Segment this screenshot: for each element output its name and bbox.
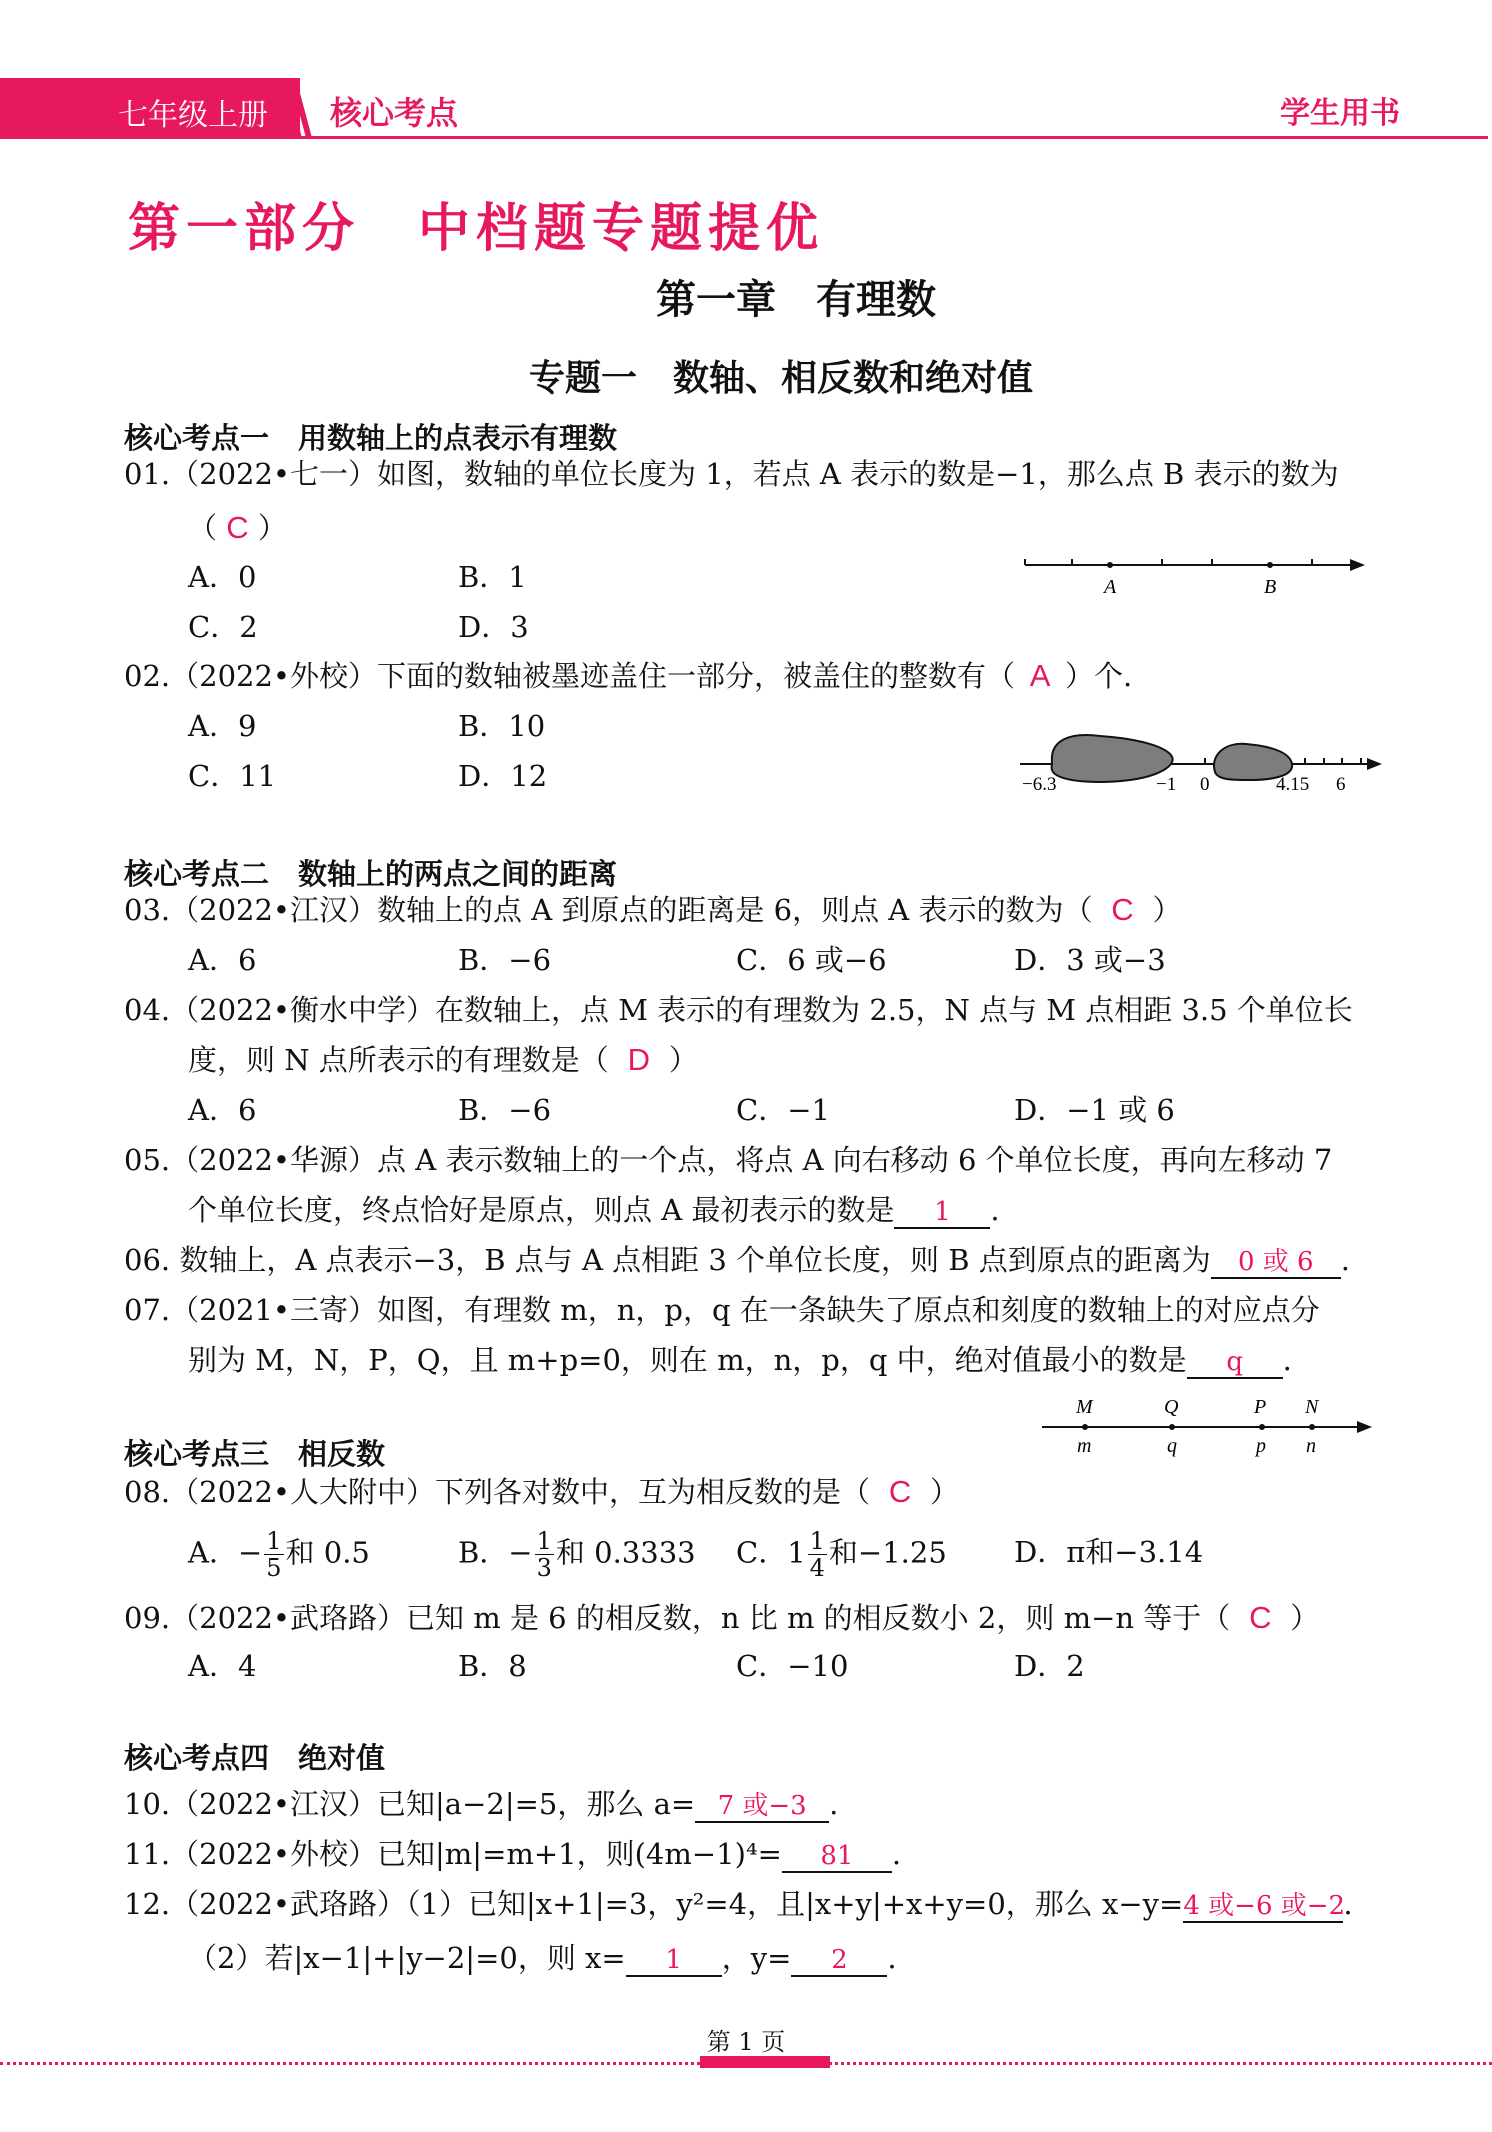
q08-option-d: D．π和−3.14	[1014, 1535, 1204, 1569]
q07-fig-top-q: Q	[1164, 1396, 1179, 1418]
chapter-title: 第一章 有理数	[656, 277, 936, 323]
q09-option-b: B．8	[458, 1649, 527, 1683]
q03-option-d: D．3 或−3	[1014, 943, 1166, 977]
q07-fig-bottom-n: n	[1306, 1435, 1316, 1457]
section-heading-1: 核心考点一 用数轴上的点表示有理数	[124, 421, 618, 455]
q02-inked-number-line-figure	[1010, 720, 1390, 805]
q04-text-1: 04.（2022•衡水中学）在数轴上，点 M 表示的有理数为 2.5，N 点与 M 点相距 3.5 个单位长	[124, 993, 1353, 1027]
q07-fig-bottom-p: p	[1256, 1435, 1266, 1457]
q02-fig-label-4: 4.15	[1276, 774, 1310, 795]
part-title: 第一部分 中档题专题提优	[128, 199, 825, 259]
q02-fig-label-5: 6	[1336, 774, 1346, 795]
header-grade: 七年级上册	[118, 98, 268, 133]
section-heading-2: 核心考点二 数轴上的两点之间的距离	[124, 857, 618, 891]
q02-option-b: B．10	[458, 709, 546, 743]
q04-answer: D	[627, 1042, 650, 1077]
section-heading-4: 核心考点四 绝对值	[124, 1741, 386, 1775]
q07-fig-top-n: N	[1305, 1396, 1319, 1418]
q07-fig-bottom-q: q	[1167, 1435, 1177, 1457]
q07-fig-bottom-m: m	[1077, 1435, 1092, 1457]
q08-option-a: A．− $\frac{1}{5}$ 和 0.5	[188, 1527, 370, 1582]
q11-answer-blank: 81	[782, 1841, 892, 1873]
q02-fig-label-1: −6.3	[1022, 774, 1057, 795]
q09-text: 09.（2022•武珞路）已知 m 是 6 的相反数，n 比 m 的相反数小 2，则 m−n 等于（ C ）	[124, 1598, 1319, 1638]
q01-option-c: C．2	[188, 610, 258, 644]
q06-answer-blank: 0 或 6	[1211, 1247, 1341, 1279]
q08-option-c: C．1 $\frac{1}{4}$ 和−1.25	[736, 1527, 947, 1582]
q07-number-line-figure	[1030, 1390, 1380, 1460]
q09-option-a: A．4	[188, 1649, 257, 1683]
q08-text: 08.（2022•人大附中）下列各对数中，互为相反数的是（ C ）	[124, 1472, 959, 1512]
q12-answer-x-blank: 1	[626, 1945, 722, 1977]
q04-text-2: 度，则 N 点所表示的有理数是（ D ）	[188, 1040, 698, 1080]
q08-option-b: B．− $\frac{1}{3}$ 和 0.3333	[458, 1527, 696, 1582]
q07-text-1: 07.（2021•三寄）如图，有理数 m，n，p，q 在一条缺失了原点和刻度的数轴上的对应点分	[124, 1293, 1320, 1327]
q01-option-a: A．0	[188, 560, 257, 594]
q04-option-c: C．−1	[736, 1093, 830, 1127]
q02-option-a: A．9	[188, 709, 257, 743]
q01-fig-label-b: B	[1264, 576, 1277, 598]
header-stripes	[280, 78, 320, 138]
q04-option-b: B．−6	[458, 1093, 552, 1127]
header-rule	[0, 136, 1488, 139]
q07-fig-top-m: M	[1076, 1396, 1093, 1418]
q02-fig-label-3: 0	[1200, 774, 1210, 795]
header-right: 学生用书	[1280, 96, 1400, 131]
q08-answer: C	[888, 1474, 912, 1509]
q01-text: 01.（2022•七一）如图，数轴的单位长度为 1，若点 A 表示的数是−1，那么点 B 表示的数为	[124, 457, 1339, 491]
q12-answer-y-blank: 2	[791, 1945, 887, 1977]
q03-option-c: C．6 或−6	[736, 943, 887, 977]
q10-text: 10.（2022•江汉）已知|a−2|=5，那么 a= 7 或−3 .	[124, 1787, 839, 1821]
q01-option-d: D．3	[458, 610, 529, 644]
q07-answer-blank: q	[1187, 1347, 1283, 1379]
q09-answer: C	[1249, 1600, 1272, 1635]
topic-title: 专题一 数轴、相反数和绝对值	[528, 357, 1033, 399]
q03-option-a: A．6	[188, 943, 257, 977]
q07-fig-top-p: P	[1254, 1396, 1267, 1418]
q02-fig-label-2: −1	[1156, 774, 1177, 795]
q03-answer: C	[1111, 892, 1134, 927]
section-heading-3: 核心考点三 相反数	[124, 1437, 386, 1471]
q11-text: 11.（2022•外校）已知|m|=m+1，则(4m−1)⁴= 81 .	[124, 1837, 902, 1871]
q01-option-b: B．1	[458, 560, 527, 594]
q04-option-d: D．−1 或 6	[1014, 1093, 1175, 1127]
footer-accent-bar	[700, 2056, 830, 2068]
q05-answer-blank: 1	[894, 1197, 990, 1229]
q03-text: 03.（2022•江汉）数轴上的点 A 到原点的距离是 6，则点 A 表示的数为（ C ）	[124, 890, 1181, 930]
q04-option-a: A．6	[188, 1093, 257, 1127]
q10-answer-blank: 7 或−3	[695, 1791, 829, 1823]
q12-text-1: 12.（2022•武珞路）（1）已知|x+1|=3，y²=4，且|x+y|+x+y=0，那么 x−y=4 或−6 或−2.	[124, 1887, 1353, 1921]
q01-answer: C	[226, 510, 249, 545]
q09-option-d: D．2	[1014, 1649, 1085, 1683]
q02-option-c: C．11	[188, 759, 277, 793]
q02-text: 02.（2022•外校）下面的数轴被墨迹盖住一部分，被盖住的整数有（ A ）个.	[124, 656, 1132, 696]
q05-text-1: 05.（2022•华源）点 A 表示数轴上的一个点，将点 A 向右移动 6 个单位长度，再向左移动 7	[124, 1143, 1333, 1177]
q07-text-2: 别为 M，N，P，Q，且 m+p=0，则在 m，n，p，q 中，绝对值最小的数是 q .	[188, 1343, 1292, 1377]
q02-option-d: D．12	[458, 759, 548, 793]
header-title: 核心考点	[330, 94, 459, 132]
q02-answer: A	[1029, 658, 1051, 693]
q01-fig-label-a: A	[1104, 576, 1117, 598]
q12-answer-1-blank: 4 或−6 或−2	[1183, 1891, 1346, 1921]
q03-option-b: B．−6	[458, 943, 552, 977]
q01-number-line-figure	[1020, 545, 1370, 605]
q06-text: 06. 数轴上，A 点表示−3，B 点与 A 点相距 3 个单位长度，则 B 点到原点的距离为 0 或 6 .	[124, 1243, 1351, 1277]
page-number: 第 1 页	[706, 2028, 786, 2056]
q05-text-2: 个单位长度，终点恰好是原点，则点 A 最初表示的数是 1 .	[188, 1193, 1000, 1227]
q12-text-2: （2）若|x−1|+|y−2|=0，则 x= 1 ，y= 2 .	[188, 1941, 897, 1975]
q01-answer-line: （ C ）	[188, 510, 287, 545]
q09-option-c: C．−10	[736, 1649, 849, 1683]
